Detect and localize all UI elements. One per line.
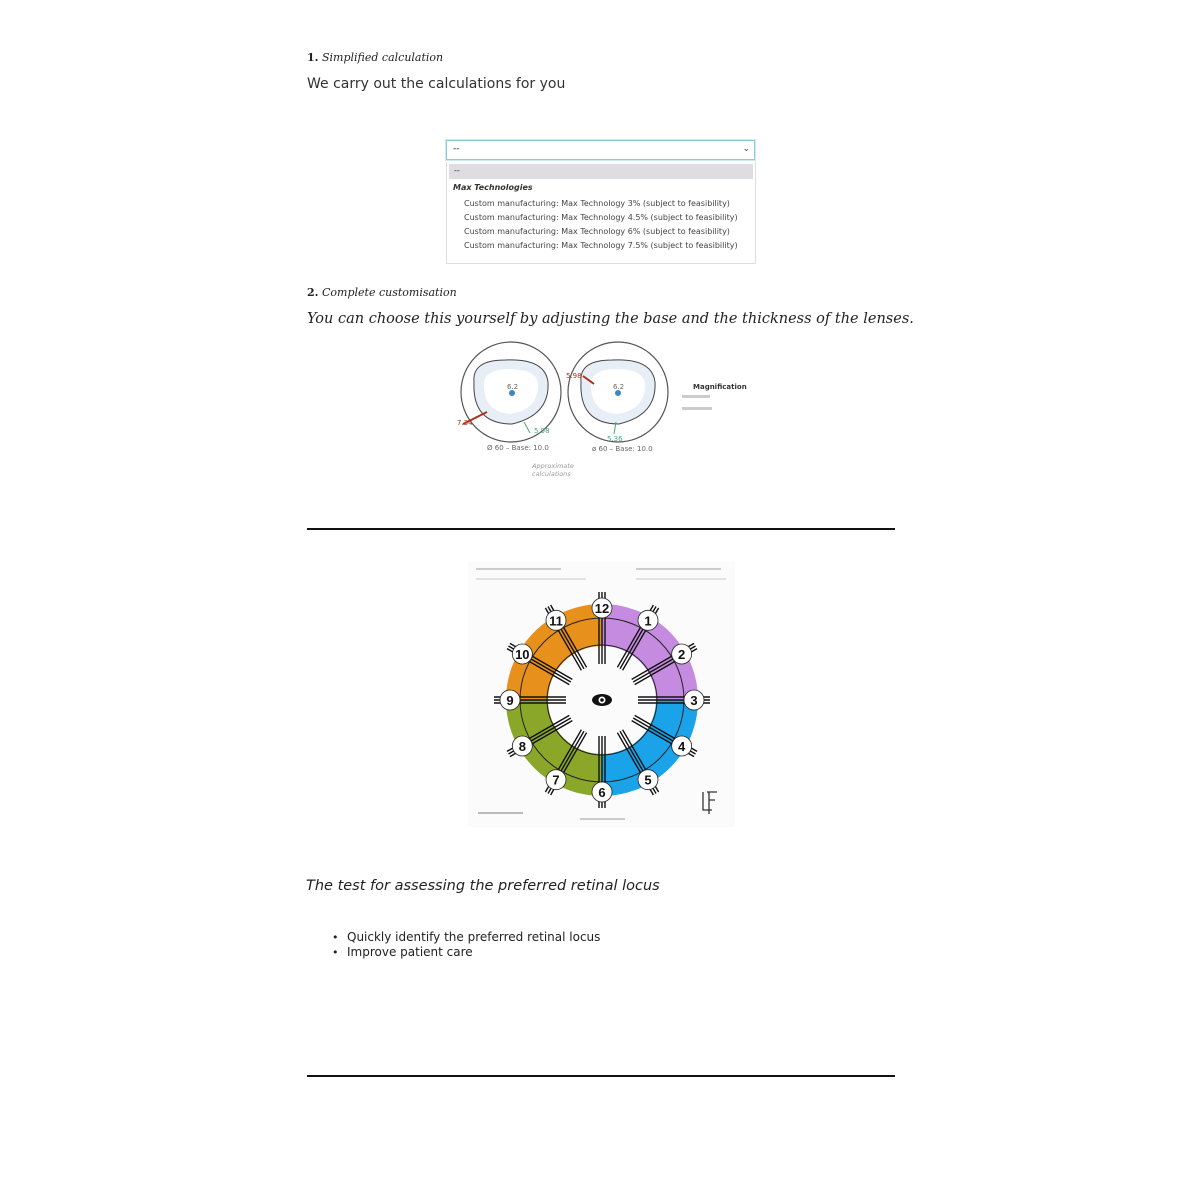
left-center-value: 6.2 (507, 383, 519, 391)
clock-number-marker (638, 770, 658, 790)
lens-thickness-figure (450, 340, 760, 480)
manufacturing-select[interactable] (446, 140, 755, 160)
magnification-line-1 (682, 395, 710, 398)
clock-number: 10 (515, 647, 530, 662)
clock-number-marker (672, 644, 692, 664)
section1-lead: We carry out the calculations for you (307, 76, 566, 92)
divider (307, 1075, 895, 1077)
section2-title: Complete customisation (321, 286, 457, 299)
list-item: • Improve patient care (332, 945, 600, 960)
right-top-value: 5.98 (566, 372, 582, 380)
clock-number: 8 (518, 739, 526, 754)
dropdown-group-label: Max Technologies (453, 183, 533, 192)
clock-number: 7 (552, 772, 560, 788)
left-bottom-value: 5.98 (534, 427, 550, 435)
dropdown-option-empty[interactable]: -- (449, 164, 753, 179)
clock-number: 4 (678, 739, 686, 754)
clock-number: 9 (506, 693, 514, 708)
clock-number: 2 (678, 647, 686, 662)
dropdown-option[interactable]: Custom manufacturing: Max Technology 6% (subject to feasibility) (464, 227, 730, 236)
benefits-list (332, 930, 600, 960)
prl-assessment-chart (468, 562, 735, 827)
left-edge-value: 7.34 (457, 419, 473, 427)
list-item: • Quickly identify the preferred retinal locus (332, 930, 600, 945)
clock-number-marker (512, 736, 532, 756)
section2-number: 2. (307, 286, 319, 299)
section1-heading (307, 51, 443, 64)
clock-number-marker (500, 690, 520, 710)
select-value: -- (453, 144, 460, 154)
left-caption: Ø 60 – Base: 10.0 (487, 444, 549, 452)
right-caption: ø 60 – Base: 10.0 (592, 445, 653, 453)
section2-lead: You can choose this yourself by adjusting the base and the thickness of the lenses. (307, 311, 914, 327)
clock-number-marker (546, 610, 566, 630)
approximate-note: Approximate (532, 462, 574, 470)
prl-caption: The test for assessing the preferred retinal locus (306, 878, 660, 894)
clock-number: 12 (594, 601, 610, 616)
clock-number-marker (684, 690, 704, 710)
section1-number: 1. (307, 51, 319, 64)
clock-number-marker (672, 736, 692, 756)
divider (307, 528, 895, 530)
dropdown-option[interactable]: Custom manufacturing: Max Technology 7.5% (subject to feasibility) (464, 241, 738, 250)
magnification-line-2 (682, 407, 712, 410)
center-eye-icon (592, 694, 612, 706)
clock-number: 1 (644, 613, 652, 629)
calculations-note: calculations (532, 470, 571, 478)
right-center-value: 6.2 (613, 383, 625, 391)
dropdown-option[interactable]: Custom manufacturing: Max Technology 3% (subject to feasibility) (464, 199, 730, 208)
clock-number-marker (592, 782, 612, 802)
right-bottom-value: 5.36 (607, 435, 623, 443)
dropdown-list (446, 162, 756, 264)
clock-number: 6 (598, 785, 606, 800)
clock-number-marker (512, 644, 532, 664)
clock-number-marker (546, 770, 566, 790)
dropdown-option[interactable]: Custom manufacturing: Max Technology 4.5% (subject to feasibility) (464, 213, 738, 222)
magnification-title: Magnification (693, 383, 747, 391)
clock-number-marker (592, 598, 612, 618)
section2-heading (307, 286, 457, 299)
section1-title: Simplified calculation (321, 51, 444, 64)
chevron-down-icon: ⌄ (742, 144, 750, 154)
clock-number: 11 (549, 613, 563, 629)
clock-number-marker (638, 610, 658, 630)
clock-number: 3 (690, 693, 698, 708)
clock-number: 5 (644, 772, 652, 788)
